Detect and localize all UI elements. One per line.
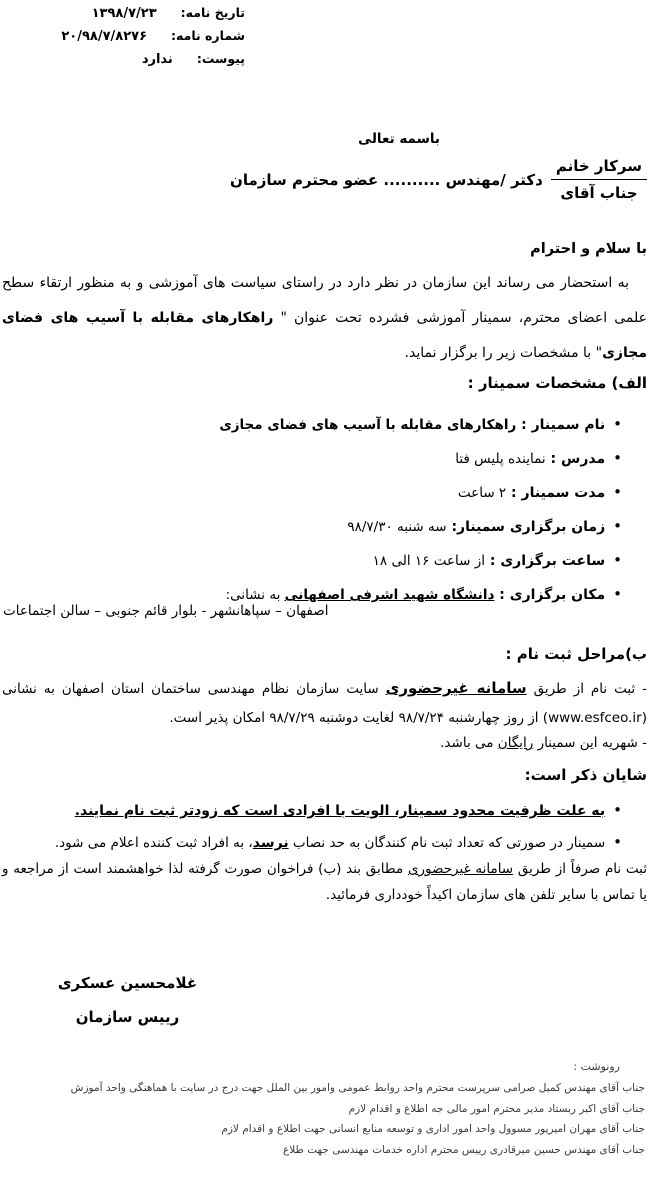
venue-name: دانشگاه شهید اشرفی اصفهانی bbox=[284, 587, 495, 603]
note-quorum-start: سمینار در صورتی که تعداد ثبت نام کنندگان به حد نصاب bbox=[288, 835, 606, 851]
note-quorum-end: ، به افراد ثبت کننده اعلام می شود. bbox=[54, 835, 253, 851]
spec-value: سه شنبه ۹۸/۷/۳۰ bbox=[347, 519, 447, 535]
spec-item-duration bbox=[219, 481, 622, 504]
recipient-block bbox=[230, 157, 647, 202]
venue-address-line: اصفهان – سپاهانشهر - بلوار قائم جنوبی – سالن اجتماعات bbox=[3, 603, 329, 619]
spec-item-seminar-name bbox=[219, 413, 622, 436]
closing-paragraph bbox=[2, 856, 647, 908]
letter-number-value: ۲۰/۹۸/۷/۸۲۷۶ bbox=[61, 29, 147, 44]
registration-paragraph bbox=[2, 674, 647, 733]
spec-label: مدت سمینار : bbox=[506, 485, 606, 501]
spec-item-date bbox=[219, 515, 622, 538]
note-quorum-highlight: نرسد bbox=[252, 835, 289, 851]
fee-text-start: - شهریه این سمینار bbox=[533, 735, 647, 751]
online-system-highlight: سامانه غیرحضوری bbox=[385, 679, 527, 697]
salutation-stack bbox=[551, 157, 647, 202]
cc-line: جناب آقای مهندس کمیل صرامی سرپرست محترم واحد روابط عمومی وامور بین الملل جهت درج در سایت با هماهنگی واحد آموزش bbox=[70, 1082, 645, 1094]
bullet-icon: • bbox=[613, 415, 622, 433]
section-a-title: الف) مشخصات سمینار : bbox=[467, 374, 647, 392]
seminar-title-highlight: راهکارهای مقابله با آسیب های فضای مجازی bbox=[2, 310, 647, 361]
salutation-madam: سرکار خانم bbox=[551, 157, 647, 180]
signer-title: رییس سازمان bbox=[75, 1008, 180, 1026]
registration-text-start: - ثبت نام از طریق bbox=[526, 681, 647, 697]
venue-suffix: به نشانی: bbox=[225, 587, 285, 603]
spec-value: از ساعت ۱۶ الی ۱۸ bbox=[372, 553, 485, 569]
cc-line: جناب آقای مهران امیرپور مسوول واحد امور اداری و توسعه منابع انسانی جهت اطلاع و اقدام لازم bbox=[221, 1123, 645, 1135]
date-label: تاریخ نامه: bbox=[180, 5, 245, 20]
note-capacity bbox=[55, 798, 622, 823]
closing-text-start: ثبت نام صرفاً از طریق bbox=[513, 861, 647, 877]
registration-text-end: سایت سازمان نظام مهندسی ساختمان استان اصفهان به نشانی (www.esfceo.ir) از روز چهارشنبه ۹۸/۷/۲۴ لغایت دوشنبه ۹۸/۷/۲۹ امکان پذیر است. bbox=[2, 681, 647, 726]
greeting-line: با سلام و احترام bbox=[530, 241, 647, 257]
free-highlight: رایگان bbox=[497, 735, 534, 751]
meta-row-number bbox=[61, 28, 245, 44]
intro-paragraph bbox=[2, 266, 647, 371]
cc-block bbox=[5, 1060, 645, 1160]
spec-label: مکان برگزاری : bbox=[494, 587, 606, 603]
attachment-label: پیوست: bbox=[196, 51, 245, 66]
bullet-icon: • bbox=[613, 551, 622, 569]
spec-value: ۲ ساعت bbox=[457, 485, 507, 501]
spec-label: نام سمینار : bbox=[516, 417, 606, 433]
besmellah-heading: باسمه تعالی bbox=[358, 131, 440, 147]
note-quorum bbox=[55, 830, 622, 855]
bullet-icon: • bbox=[613, 517, 622, 535]
intro-text-end: " با مشخصات زیر را برگزار نماید. bbox=[404, 345, 603, 361]
spec-value: راهکارهای مقابله با آسیب های فضای مجازی bbox=[219, 417, 517, 433]
fee-text-end: می باشد. bbox=[440, 735, 498, 751]
letter-number-label: شماره نامه: bbox=[171, 28, 245, 43]
intro-text-start: به استحضار می رساند این سازمان در نظر دارد در راستای سیاست های آموزشی و به منظور ارتقاء سطح علمی اعضای محترم، سمینار آموزشی فشرده تحت عنوان " bbox=[2, 275, 647, 326]
attachment-value: ندارد bbox=[141, 52, 173, 67]
seminar-spec-list bbox=[219, 413, 622, 617]
fee-line bbox=[440, 735, 647, 751]
spec-label: مدرس : bbox=[545, 451, 606, 467]
letter-meta-block bbox=[61, 5, 245, 67]
bullet-icon: • bbox=[613, 833, 622, 851]
date-value: ۱۳۹۸/۷/۲۳ bbox=[91, 6, 157, 21]
section-b-title: ب)مراحل ثبت نام : bbox=[505, 645, 647, 663]
recipient-name: دکتر /مهندس .......... عضو محترم سازمان bbox=[230, 170, 543, 189]
bullet-icon: • bbox=[613, 585, 622, 603]
signature-block bbox=[45, 966, 210, 1034]
notes-title: شایان ذکر است: bbox=[524, 766, 647, 784]
bullet-icon: • bbox=[613, 801, 622, 819]
spec-label: ساعت برگزاری : bbox=[485, 553, 606, 569]
salutation-sir: جناب آقای bbox=[560, 184, 638, 202]
closing-text-end: مطابق بند (ب) فراخوان صورت گرفته لذا خواهشمند است از مراجعه و یا تماس با سایر تلفن های سازمان اکیداً خودداری فرمائید. bbox=[2, 861, 647, 903]
meta-row-date bbox=[61, 5, 245, 21]
spec-label: زمان برگزاری سمینار: bbox=[446, 519, 606, 535]
closing-system-underline: سامانه غیرحضوری bbox=[407, 861, 514, 877]
notes-list bbox=[55, 798, 622, 862]
cc-line: جناب آقای اکبر ربستاد مدیر محترم امور مالی جه اطلاع و اقدام لازم bbox=[348, 1102, 645, 1115]
note-capacity-text: به علت ظرفیت محدود سمینار، الویت با افرادی است که زودتر ثبت نام نمایند. bbox=[74, 803, 606, 819]
cc-title: رونوشت : bbox=[573, 1060, 620, 1073]
meta-row-attachment bbox=[61, 51, 245, 67]
bullet-icon: • bbox=[613, 449, 622, 467]
bullet-icon: • bbox=[613, 483, 622, 501]
signer-name: غلامحسین عسکری bbox=[57, 974, 198, 992]
spec-value: نماینده پلیس فتا bbox=[455, 451, 546, 467]
spec-item-instructor bbox=[219, 447, 622, 470]
cc-line: جناب آقای مهندس حسین میرقادری رییس محترم اداره خدمات مهندسی جهت طلاع bbox=[283, 1143, 645, 1156]
spec-item-time bbox=[219, 549, 622, 572]
